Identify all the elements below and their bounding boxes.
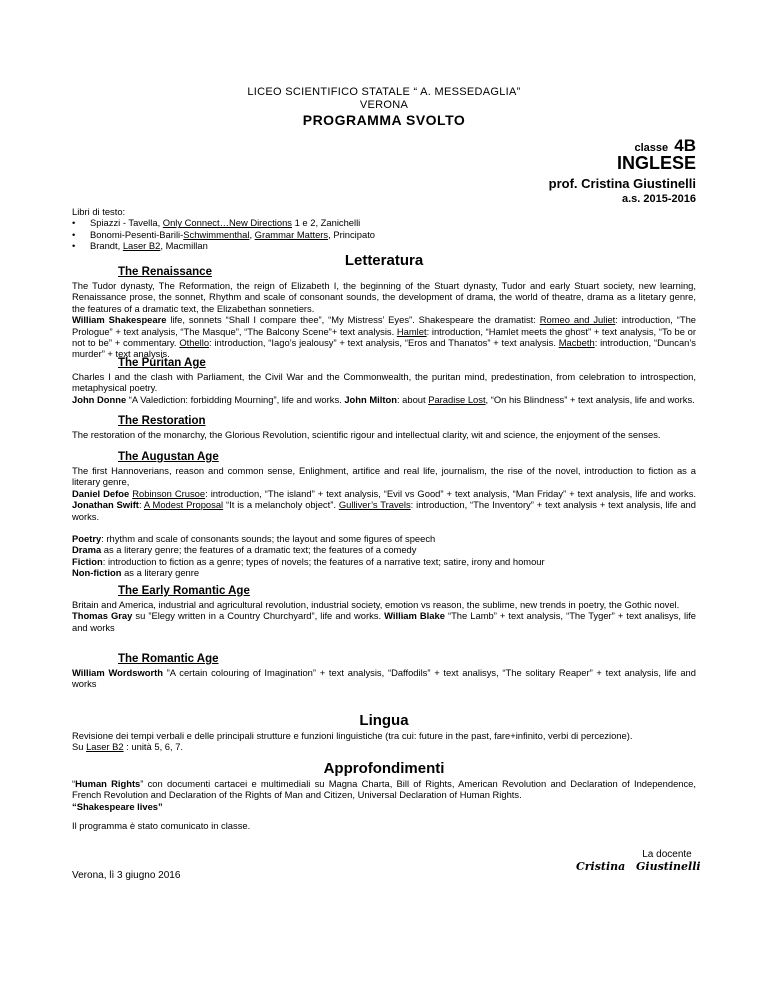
school-name: LICEO SCIENTIFICO STATALE “ A. MESSEDAGLIA”	[247, 86, 521, 98]
genres-block	[72, 533, 696, 579]
class-label: classe	[634, 142, 669, 154]
class-value: 4B	[674, 136, 696, 155]
textbooks-label: Libri di testo:	[72, 206, 126, 217]
list-item: • Spiazzi - Tavella, Only Connect…New Directions 1 e 2, Zanichelli	[72, 217, 375, 228]
textbooks-block	[72, 206, 375, 252]
restoration-text: The restoration of the monarchy, the Glorious Revolution, scientific rigour and intellectual clarity, wit and science, the enjoyment of the senses.	[72, 429, 661, 440]
signature-first: Cristina	[576, 860, 626, 873]
page-title: PROGRAMMA SVOLTO	[302, 112, 466, 128]
genre-line: Non-fiction as a literary genre	[72, 567, 200, 579]
docente-label: La docente	[642, 849, 692, 860]
genre-line: Poetry: rhythm and scale of consonants sounds; the layout and some figures of speech	[72, 533, 436, 544]
section-title-lingua: Lingua	[359, 712, 409, 729]
approfondimenti-text: “Human Rights” con documenti cartacei e multimediali su Magna Charta, Bill of Rights, American Revolution and Declaration of Independence, French Revolution and Declaration of the Rights of Man and Citizen, Universal Declaration of Human Rights. “Shakespeare lives”	[72, 778, 697, 812]
school-city: VERONA	[359, 99, 409, 111]
subsection-title-romantic: The Romantic Age	[118, 653, 219, 665]
romantic-text: William Wordsworth ”A certain colouring of Imagination” + text analysis, “Daffodils” + text analisys, “The solitary Reaper” + text analysis, life and works	[72, 667, 696, 690]
section-title-letteratura: Letteratura	[344, 252, 424, 269]
teacher-name: prof. Cristina Giustinelli	[548, 176, 696, 191]
textbooks-list	[72, 217, 375, 251]
genre-line: Fiction: introduction to fiction as a genre; types of novels; the features of a narrative text; satire, irony and homour	[72, 555, 545, 567]
list-item: • Brandt, Laser B2, Macmillan	[72, 240, 375, 251]
subject-title: INGLESE	[616, 153, 696, 173]
renaissance-text: The Tudor dynasty, The Reformation, the reign of Elizabeth I, the beginning of the Stuart dynasty, Tudor and early Stuart society, new learning, Renaissance prose, the sonnet, Rhythm and scale of consonant sounds, the development of drama, the world of theatre, drama as a litetary genre, the features of a dramatic text, the Elizabethan sonnetiers. William Shakespeare life, sonnets “Shall I compare thee”, “My Mistress’ Eyes”. Shakespeare the dramatist: Romeo and Juliet: introduction, “The Prologue” + text analysis, “The Masque”, “The Balcony Scene”+ text analysis. Hamlet: introduction, “Hamlet meets the ghost” + text analysis, “To be or not to be” + commentary. Othello: introduction, “Iago’s jealousy” + text analysis, “Eros and Thanatos” + text analysis. Macbeth: introduction, “Duncan’s murder” + text analysis.	[72, 280, 696, 360]
subsection-title-restoration: The Restoration	[118, 415, 206, 427]
lingua-text: Revisione dei tempi verbali e delle principali strutture e funzioni linguistiche (tra cui: future in the past, fare+infinito, verbi di percezione). Su Laser B2 : unità 5, 6, 7.	[72, 730, 633, 753]
puritan-text: Charles I and the clash with Parliament, the Civil War and the Commonwealth, the puritan mind, predestination, from celebration to introspection, metaphysical poetry. John Donne “A Valediction: forbidding Mourning”, life and works. John Milton: about Paradise Lost, “On his Blindness” + text analysis, life and works.	[72, 371, 696, 405]
augustan-text: The first Hannoverians, reason and common sense, Enlighment, artifice and real life, journalism, the rise of the novel, introduction to fiction as a literary genre, Daniel Defoe Robinson Crusoe: introduction, “The island” + text analysis, “Evil vs Good” + text analysis, “Man Friday” + text analysis, life and works. Jonathan Swift: A Modest Proposal “It is a melancholy object”. Gulliver’s Travels: introduction, “The Inventory” + text analysis + text analysis, life and works.	[72, 465, 697, 522]
signature-last: Giustinelli	[636, 860, 701, 873]
section-title-approfondimenti: Approfondimenti	[323, 760, 445, 777]
date-line: Verona, lì 3 giugno 2016	[72, 870, 181, 881]
genre-line: Drama as a literary genre; the features of a dramatic text; the features of a comedy	[72, 544, 417, 556]
early-romantic-text: Britain and America, industrial and agricultural revolution, industrial society, emotion vs reason, the sublime, new trends in poetry, the Gothic novel. Thomas Gray su ”Elegy written in a Country Churchyard”, life and works. William Blake “The Lamb” + text analysis, “The Tyger” + text analisys, life and works	[72, 599, 696, 633]
subsection-title-renaissance: The Renaissance	[118, 266, 212, 278]
subsection-title-early-romantic: The Early Romantic Age	[118, 585, 250, 597]
communicated-note: Il programma è stato comunicato in classe.	[72, 820, 251, 831]
subsection-title-augustan: The Augustan Age	[118, 451, 219, 463]
list-item: • Bonomi-Pesenti-Barili-Schwimmenthal, Grammar Matters, Principato	[72, 229, 375, 240]
subsection-title-puritan: The Puritan Age	[118, 357, 206, 369]
school-year: a.s. 2015-2016	[621, 193, 696, 205]
